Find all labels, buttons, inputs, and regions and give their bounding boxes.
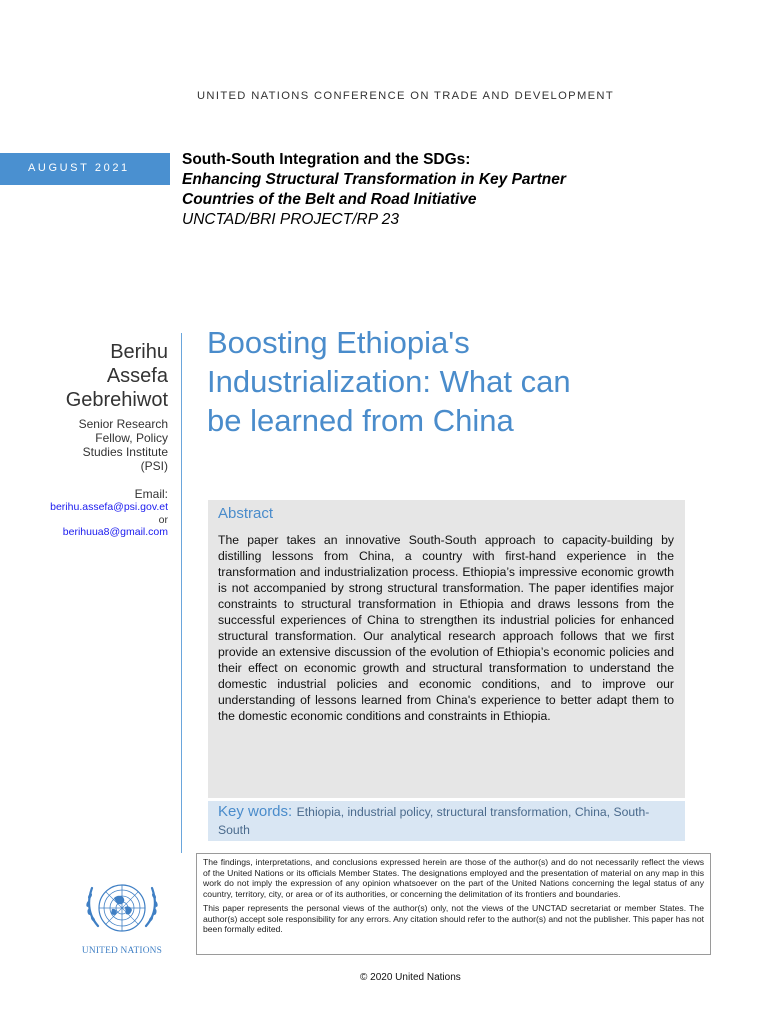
organization-name: UNITED NATIONS CONFERENCE ON TRADE AND DEVELOPMENT <box>197 90 615 102</box>
keywords-text: Ethiopia, industrial policy, structural transformation, China, South-South <box>218 805 650 837</box>
abstract-box <box>208 500 685 798</box>
email-link-primary[interactable]: berihu.assefa@psi.gov.et <box>50 501 168 513</box>
disclaimer-box <box>196 853 711 955</box>
abstract-heading: Abstract <box>218 505 274 522</box>
date-badge: AUGUST 2021 <box>0 153 170 185</box>
email-label: Email: <box>134 487 168 501</box>
author-role-line: Studies Institute <box>82 445 168 459</box>
author-role-line: Fellow, Policy <box>95 431 168 445</box>
email-link-secondary[interactable]: berihuua8@gmail.com <box>62 526 168 538</box>
series-subtitle-line2: Countries of the Belt and Road Initiative <box>182 191 477 208</box>
paper-title-line: Boosting Ethiopia's <box>207 325 470 360</box>
keywords-box <box>208 801 685 841</box>
disclaimer-paragraph: This paper represents the personal views of the author(s) only, not the views of the UNCTAD secretariat or member States. The author(s) accept sole responsibility for any errors. Any citation should refer to the author(s) and not the publisher. This paper has not been formally edited. <box>203 902 704 935</box>
un-emblem-icon <box>78 874 166 944</box>
paper-title-line: be learned from China <box>207 403 514 438</box>
email-or-text: or <box>158 513 168 526</box>
un-logo-label: UNITED NATIONS <box>81 946 163 956</box>
paper-title <box>207 323 667 440</box>
paper-title-line: Industrialization: What can <box>207 364 571 399</box>
author-name-middle: Assefa <box>106 365 168 387</box>
author-name-first: Berihu <box>110 341 168 363</box>
series-subtitle-line1: Enhancing Structural Transformation in Key Partner <box>182 171 566 188</box>
divider-line <box>181 333 182 853</box>
author-block <box>20 340 168 539</box>
series-reference: UNCTAD/BRI PROJECT/RP 23 <box>182 211 400 228</box>
keywords-heading: Key words: <box>218 803 293 820</box>
abstract-text: The paper takes an innovative South-South approach to capacity-building by distilling lessons from China, a country with first-hand experience in the transformation and industrialization process. Ethiopia’s impressive economic growth is not accompanied by strong structural transformation. The paper identifies major constraints to structural transformation in Ethiopia and draws lessons from the successful experiences of China to strengthen its industrial policies for enhanced structural transformation. Our analytical research approach follows that we first provide an extensive discussion of the evolution of Ethiopia’s economic policies and their effect on economic growth and structural transformation to understand the domestic industrial policies and economic conditions, and to improve our understanding of lessons learned from China's experience to better adapt them to the domestic economic conditions and constraints in Ethiopia. <box>218 533 674 723</box>
author-role-line: Senior Research <box>78 417 168 431</box>
series-title: South-South Integration and the SDGs: <box>182 151 471 168</box>
disclaimer-paragraph: The findings, interpretations, and conclusions expressed herein are those of the author(s) and do not necessarily reflect the views of the United Nations or its officials Member States. The designations employed and the presentation of material on any map in this work do not imply the expression of any opinion whatsoever on the part of the United Nations concerning the legal status of any country, territory, city, or area or of its authorities, or concerning the delimitation of its frontiers and boundaries. <box>203 857 704 900</box>
author-name-last: Gebrehiwot <box>65 389 168 411</box>
series-heading <box>182 150 662 230</box>
author-role-line: (PSI) <box>140 459 168 473</box>
copyright-notice: © 2020 United Nations <box>360 972 461 983</box>
